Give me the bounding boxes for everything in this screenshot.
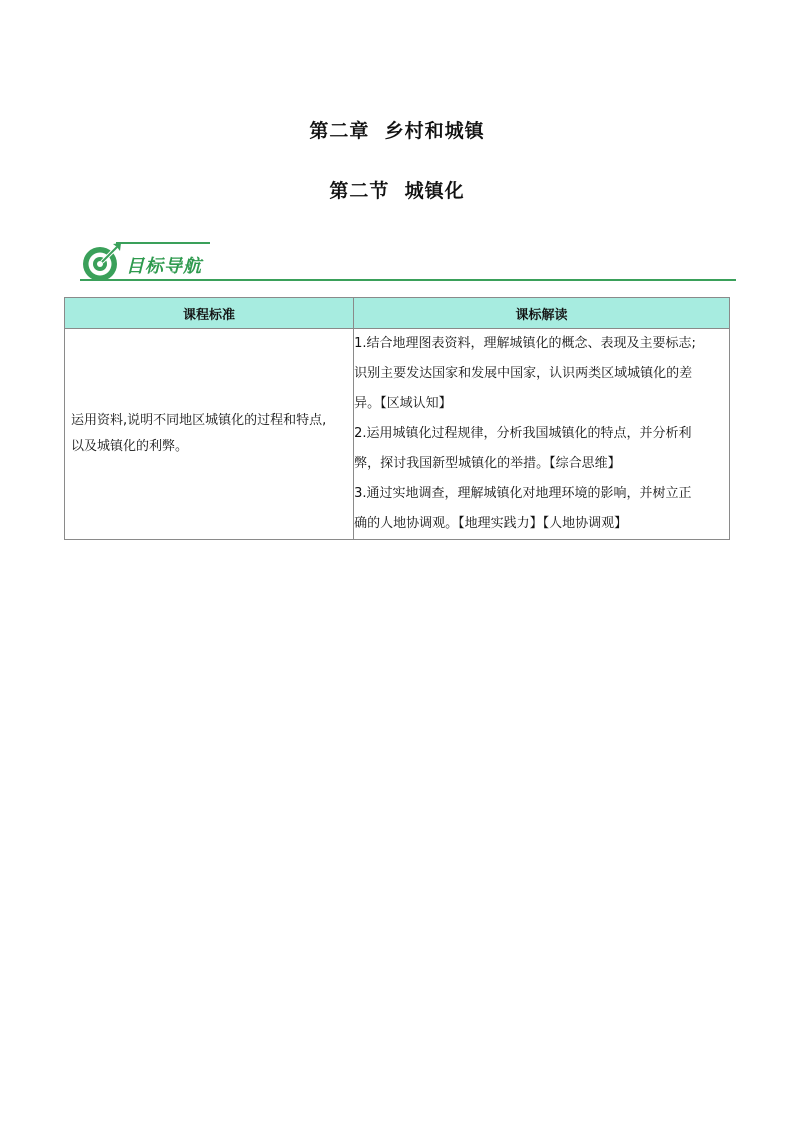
standard-text	[65, 408, 353, 460]
curriculum-table	[64, 297, 730, 540]
table-row	[65, 329, 730, 540]
interpretation-line: 弊，探讨我国新型城镇化的举措。【综合思维】	[354, 456, 621, 471]
interpretation-cell	[354, 329, 730, 540]
interpretation-line: 确的人地协调观。【地理实践力】【人地协调观】	[354, 516, 628, 531]
interpretation-line: 识别主要发达国家和发展中国家，认识两类区域城镇化的差	[354, 366, 693, 381]
standard-line: 以及城镇化的利弊。	[71, 439, 189, 454]
header-interpretation: 课标解读	[354, 298, 730, 329]
objectives-banner	[80, 240, 736, 284]
interpretation-line: 2.运用城镇化过程规律，分析我国城镇化的特点，并分析利	[354, 426, 692, 441]
section-title: 第二节 城镇化	[329, 180, 465, 202]
chapter-title: 第二章 乡村和城镇	[309, 120, 485, 142]
header-standard: 课程标准	[65, 298, 354, 329]
standard-cell	[65, 329, 354, 540]
standard-line: 运用资料,说明不同地区城镇化的过程和特点,	[71, 413, 327, 428]
interpretation-line: 异。【区域认知】	[354, 396, 452, 411]
banner-top-line	[116, 242, 210, 244]
interpretation-line: 3.通过实地调查，理解城镇化对地理环境的影响，并树立正	[354, 486, 692, 501]
banner-divider	[80, 279, 736, 281]
target-icon	[80, 240, 124, 284]
table-header-row	[65, 298, 730, 329]
banner-label: 目标导航	[126, 256, 202, 277]
interpretation-line: 1.结合地理图表资料，理解城镇化的概念、表现及主要标志;	[354, 336, 696, 351]
